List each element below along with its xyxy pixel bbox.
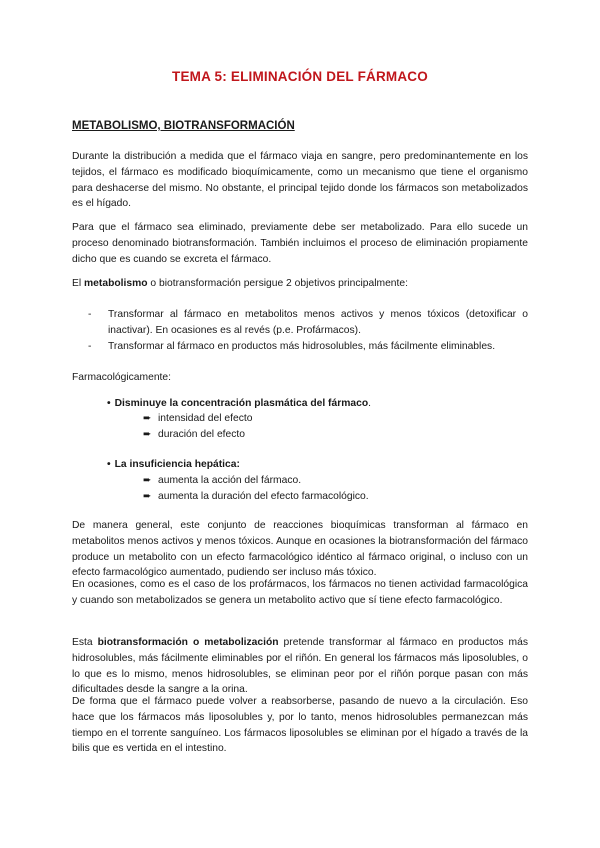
paragraph-liposoluble: De forma que el fármaco puede volver a reabsorberse, pasando de nuevo a la circulación. Eso hace que los fármacos más liposolubles y, por lo tanto, menos hidrosolubles permanezcan más tiempo en el torrente sanguíneo. Los fármacos liposolubles se eliminan por el hígado a través de la bilis que es vertida en el intestino.: [72, 696, 528, 755]
list-item-text: Transformar al fármaco en metabolitos menos activos y menos tóxicos (detoxificar o inactivar). En ocasiones es al revés (p.e. Profármacos).: [108, 309, 528, 336]
paragraph-metabolism-goals: [72, 276, 528, 292]
arrow-item: [143, 411, 252, 427]
objectives-list: [88, 307, 528, 354]
arrow-right-icon: ➨: [143, 429, 152, 440]
paragraph-kidney: [72, 635, 528, 698]
text-segment: pretende transformar al fármaco en productos más hidrosolubles, más fácilmente eliminables por el riñón. En general los fármacos más liposolubles, o lo que es lo mismo, menos hidrosolubles, se eliminan peor por el riñón porque pasan con más dificultades desde la sangre a la orina.: [72, 637, 528, 696]
bullet-heading-liver: [107, 459, 240, 470]
bold-term: metabolismo: [84, 278, 148, 289]
bullet-icon: •: [107, 459, 111, 470]
paragraph-biotransformation: Para que el fármaco sea eliminado, previamente debe ser metabolizado. Para ello sucede un proceso denominado biotransformación. También incluimos el proceso de eliminación propiamente dicho que es cuando se excreta el fármaco.: [72, 222, 528, 265]
bullet-icon: •: [107, 398, 111, 409]
arrow-item: [143, 427, 245, 443]
arrow-right-icon: ➨: [143, 491, 152, 502]
paragraph-pharmacologically: Farmacológicamente:: [72, 372, 172, 383]
arrow-item-text: aumenta la acción del fármaco.: [158, 475, 302, 486]
text-segment: Esta: [72, 637, 98, 648]
list-item: [88, 339, 528, 355]
paragraph-general: De manera general, este conjunto de reacciones bioquímicas transforman al fármaco en metabolitos menos activos y menos tóxicos. Aunque en ocasiones la biotransformación del fármaco produce un metabolito con un efecto farmacológico idéntico al fármaco original, o incluso con un efecto farmacológico aumentado, pudiendo ser incluso más tóxico.: [72, 520, 528, 579]
arrow-right-icon: ➨: [143, 413, 152, 424]
arrow-item-text: duración del efecto: [158, 429, 246, 440]
arrow-item: [143, 489, 369, 505]
arrow-right-icon: ➨: [143, 475, 152, 486]
paragraph-distribution: Durante la distribución a medida que el fármaco viaja en sangre, pero predominantemente en los tejidos, el fármaco es modificado bioquímicamente, como un mecanismo que tiene el organismo para deshacerse del mismo. No obstante, el principal tejido donde los fármacos son metabolizados es el hígado.: [72, 151, 528, 210]
paragraph-prodrugs: En ocasiones, como es el caso de los profármacos, los fármacos no tienen actividad farmacológica y cuando son metabolizados se genera un metabolito activo que sí tiene efecto farmacológico.: [72, 579, 528, 606]
dash-marker: -: [88, 340, 92, 352]
arrow-item-text: aumenta la duración del efecto farmacológico.: [158, 491, 369, 502]
bullet-heading-text: Disminuye la concentración plasmática del fármaco: [114, 398, 369, 409]
bullet-heading-concentration: [107, 398, 371, 409]
bold-term: biotransformación o metabolización: [97, 637, 279, 648]
section-heading: METABOLISMO, BIOTRANSFORMACIÓN: [72, 120, 295, 132]
page-title: TEMA 5: ELIMINACIÓN DEL FÁRMACO: [172, 69, 428, 84]
list-item-text: Transformar al fármaco en productos más hidrosolubles, más fácilmente eliminables.: [108, 340, 496, 352]
list-item: [88, 307, 528, 339]
text-segment: El: [72, 278, 85, 289]
arrow-item: [143, 473, 301, 489]
bullet-heading-suffix: .: [368, 398, 371, 409]
dash-marker: -: [88, 309, 92, 320]
text-segment: o biotransformación persigue 2 objetivos principalmente:: [147, 278, 408, 289]
bullet-heading-text: La insuficiencia hepática:: [114, 459, 240, 470]
arrow-item-text: intensidad del efecto: [158, 413, 253, 424]
